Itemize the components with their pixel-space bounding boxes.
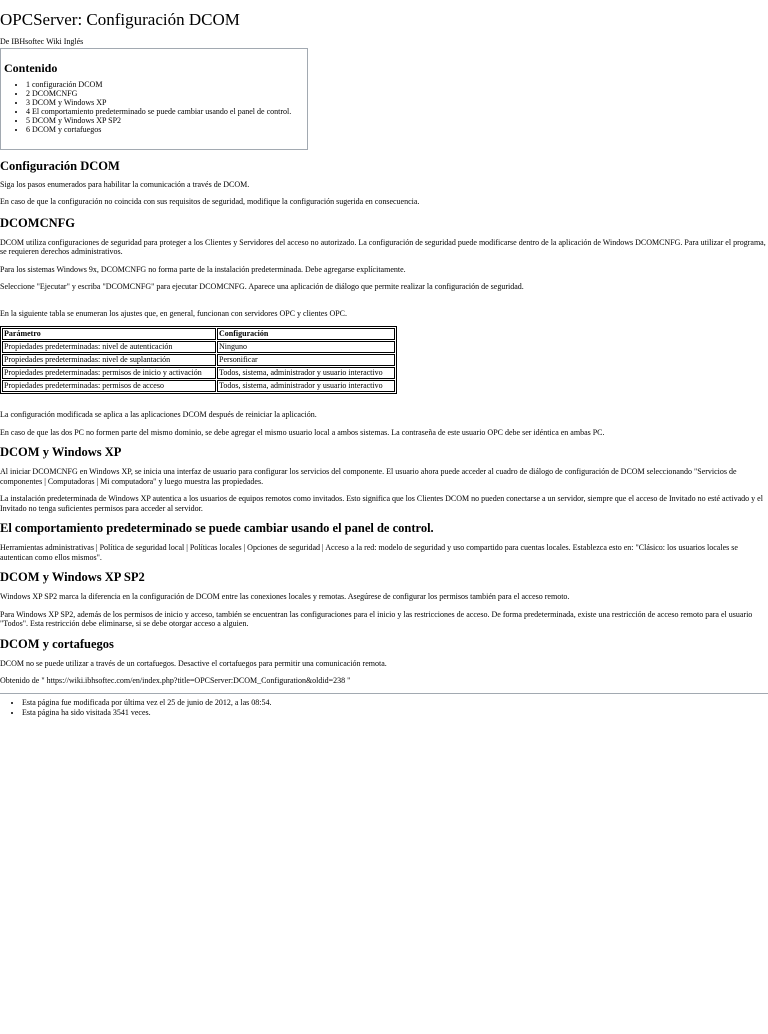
paragraph: Para Windows XP SP2, además de los permisos de inicio y acceso, también se encuentran las configuraciones para el inicio y las restricciones de acceso. De forma predeterminada, existe una restricción de acceso remoto para el usuario "Todos". Esta restricción debe eliminarse, si se debe otorgar acceso a alguien.	[0, 609, 753, 628]
toc-item[interactable]: • 4 El comportamiento predeterminado se puede cambiar usando el panel de control.	[26, 107, 307, 116]
toc-list	[4, 80, 307, 134]
table-row	[2, 354, 395, 366]
toc-item[interactable]: • 6 DCOM y cortafuegos	[26, 125, 307, 134]
section-heading: El comportamiento predeterminado se puede cambiar usando el panel de control.	[0, 521, 434, 535]
table-cell: Propiedades predeterminadas: nivel de suplantación	[2, 354, 216, 366]
paragraph: DCOM no se puede utilizar a través de un cortafuegos. Desactive el cortafuegos para permitir una comunicación remota.	[0, 658, 387, 668]
section-heading: DCOM y cortafuegos	[0, 636, 114, 651]
section-heading: DCOM y Windows XP SP2	[0, 570, 145, 584]
paragraph: La configuración modificada se aplica a las aplicaciones DCOM después de reiniciar la aplicación.	[0, 410, 317, 419]
paragraph: En la siguiente tabla se enumeran los ajustes que, en general, funcionan con servidores OPC y clientes OPC.	[0, 308, 348, 318]
table-row	[2, 341, 395, 353]
table-header-row	[2, 328, 395, 340]
table-cell: Todos, sistema, administrador y usuario interactivo	[217, 367, 395, 379]
table-cell: Propiedades predeterminadas: nivel de autenticación	[2, 341, 216, 353]
page	[0, 10, 768, 718]
toc-item[interactable]: • 3 DCOM y Windows XP	[26, 98, 307, 107]
paragraph: En caso de que las dos PC no formen parte del mismo dominio, se debe agregar el mismo usuario local a ambos sistemas. La contraseña de este usuario OPC debe ser idéntica en ambas PC.	[0, 427, 605, 437]
table-row	[2, 380, 395, 392]
table-header: Configuración	[217, 328, 395, 340]
toc-item[interactable]: • 5 DCOM y Windows XP SP2	[26, 116, 307, 125]
paragraph: Herramientas administrativas | Política de seguridad local | Políticas locales | Opciones de seguridad | Acceso a la red: modelo de seguridad y uso compartido para cuentas locales. Establezca esto en: "Clásico: los usuarios locales se autentican como ellos mismos".	[0, 543, 738, 562]
source-link[interactable]: Obtenido de " https://wiki.ibhsoftec.com/en/index.php?title=OPCServer:DCOM_Configuration&oldid=238 "	[0, 676, 351, 685]
section-heading: DCOMCNFG	[0, 215, 75, 230]
table-header: Parámetro	[2, 328, 216, 340]
paragraph: Al iniciar DCOMCNFG en Windows XP, se inicia una interfaz de usuario para configurar los servicios del componente. El usuario ahora puede acceder al cuadro de diálogo de configuración de DCOM seleccionando "Servicios de componentes | Computadoras | Mi computadora" y luego muestra las propiedades.	[0, 467, 737, 486]
toc-item[interactable]: • 1 configuración DCOM	[26, 80, 307, 89]
settings-table	[0, 326, 397, 394]
toc-title: Contenido	[4, 60, 58, 75]
paragraph: Para los sistemas Windows 9x, DCOMCNFG no forma parte de la instalación predeterminada. Debe agregarse explícitamente.	[0, 264, 406, 274]
page-title: OPCServer: Configuración DCOM	[0, 10, 240, 29]
section-heading: DCOM y Windows XP	[0, 445, 122, 459]
section-heading: Configuración DCOM	[0, 158, 120, 173]
footer-item: • Esta página fue modificada por última vez el 25 de junio de 2012, a las 08:54.	[22, 698, 768, 708]
toc-item[interactable]: • 2 DCOMCNFG	[26, 89, 307, 98]
footer-list	[0, 698, 768, 718]
divider	[0, 693, 768, 694]
table-cell: Todos, sistema, administrador y usuario interactivo	[217, 380, 395, 392]
paragraph: En caso de que la configuración no coincida con sus requisitos de seguridad, modifique la configuración sugerida en consecuencia.	[0, 197, 420, 206]
paragraph: DCOM utiliza configuraciones de seguridad para proteger a los Clientes y Servidores del acceso no autorizado. La configuración de seguridad puede modificarse dentro de la aplicación de Windows DCOMCNFG. Para utilizar el programa, se requieren derechos administrativos.	[0, 237, 766, 256]
paragraph: Seleccione "Ejecutar" y escriba "DCOMCNFG" para ejecutar DCOMCNFG. Aparece una aplicación de diálogo que permite realizar la configuración de seguridad.	[0, 282, 524, 291]
table-cell: Personificar	[217, 354, 395, 366]
table-cell: Propiedades predeterminadas: permisos de acceso	[2, 380, 216, 392]
paragraph: La instalación predeterminada de Windows XP autentica a los usuarios de equipos remotos como invitados. Esto significa que los Clientes DCOM no pueden conectarse a un servidor, siempre que el acceso de Invitado no esté activado y el Invitado no tenga suficientes permisos para acceder al servidor.	[0, 494, 763, 513]
table-of-contents	[0, 48, 308, 150]
footer-item: • Esta página ha sido visitada 3541 veces.	[22, 708, 768, 718]
paragraph: Siga los pasos enumerados para habilitar la comunicación a través de DCOM.	[0, 179, 250, 189]
page-subtitle: De IBHsoftec Wiki Inglés	[0, 37, 84, 46]
table-cell: Propiedades predeterminadas: permisos de inicio y activación	[2, 367, 216, 379]
table-row	[2, 367, 395, 379]
table-cell: Ninguno	[217, 341, 395, 353]
paragraph: Windows XP SP2 marca la diferencia en la configuración de DCOM entre las conexiones locales y remotas. Asegúrese de configurar los permisos también para el acceso remoto.	[0, 592, 570, 601]
